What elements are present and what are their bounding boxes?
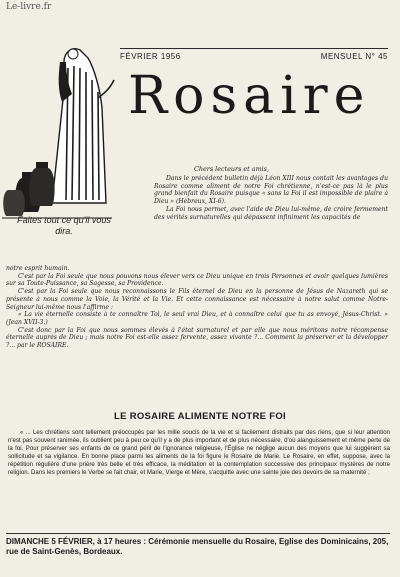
issue-date: FÉVRIER 1956	[120, 52, 181, 61]
masthead-rule	[120, 48, 388, 49]
letter-column-wide	[6, 265, 388, 350]
issue-number: MENSUEL N° 45	[320, 52, 388, 61]
masthead-bar	[120, 48, 388, 61]
letter-paragraph: C'est donc par la Foi que nous sommes élevés à l'état surnaturel et par elle que nous méritons notre récompense éternelle auprès de Dieu ; mais notre Foi est-elle assez fervente, assez vivante ?... Comment la préserver et la développer ?... par le ROSAIRE.	[6, 326, 388, 350]
virgin-jars-illustration-icon	[2, 28, 122, 238]
letter-paragraph: C'est par la Foi seule que nous reconnaissons le Fils éternel de Dieu en la personne de Jésus de Nazareth qui se présente à nous comme la Voie, la Vérité et la Vie. Et cette connaissance est nécessaire à notre salut comme Notre-Seigneur lui-même nous l'affirme :	[6, 288, 388, 311]
illustration-caption: Faites tout ce qu'il vous dira.	[17, 215, 111, 236]
letter-paragraph: C'est par la Foi seule que nous pouvons nous élever vers ce Dieu unique en trois Personnes et avoir quelques lumières sur sa Toute-Puissance, sa Sagesse, sa Providence.	[6, 272, 388, 288]
letter-column-narrow	[154, 175, 388, 221]
masthead-title: Rosaire	[128, 66, 371, 126]
event-announcement: DIMANCHE 5 FÉVRIER, à 17 heures : Cérémonie mensuelle du Rosaire, Eglise des Dominicains, 205, rue de Saint-Genès, Bordeaux.	[6, 533, 390, 557]
letter-paragraph: La Foi nous permet, avec l'aide de Dieu lui-même, de croire fermement des vérités surnaturelles qui dépassent infiniment les capacités de	[154, 205, 388, 221]
letter-paragraph: notre esprit humain.	[6, 265, 70, 272]
letter-paragraph: Dans le précédent bulletin déjà Léon XIII nous contait les avantages du Rosaire comme aliment de notre Foi chrétienne, n'est-ce pas là le plus grand bienfait du Rosaire puisque « sans la Foi il est impossible de plaire à Dieu » (Hébreux, XI-6).	[154, 175, 388, 206]
letter-salutation: Chers lecteurs et amis,	[194, 165, 269, 173]
letter-quote: « La vie éternelle consiste à te connaître Toi, le seul vrai Dieu, et à connaître celui que tu as envoyé, Jésus-Christ. » (Jean XVII-3.)	[6, 311, 388, 326]
section-body: « ... Les chrétiens sont tellement préoccupés par les mille soucis de la vie et si facilement distraits par des riens, que si leur attention n'est pas souvent ranimée, ils oublient peu à peu ce qu'il y a de plus important et de plus nécessaire, d'où alanguissement et même perte de la foi. Pour préserver ses enfants de ce grand péril de l'ignorance religieuse, l'Église ne néglige aucun des moyens que lui suggèrent sa sollicitude et sa vigilance. En bonne place parmi les aliments de la foi figure le Rosaire de Marie. Le Rosaire, en effet, suppose, avec la répétition régulière d'une prière très belle et très efficace, la méditation et la contemplation successive des principaux mystères de notre religion. Dans les premiers le Verbe se fait chair, et Marie, Vierge et Mère, s'acquitte avec une sainte joie des devoirs de sa maternité ;	[8, 429, 390, 476]
watermark-text: Le-livre.fr	[6, 2, 52, 12]
section-heading: LE ROSAIRE ALIMENTE NOTRE FOI	[114, 411, 286, 422]
